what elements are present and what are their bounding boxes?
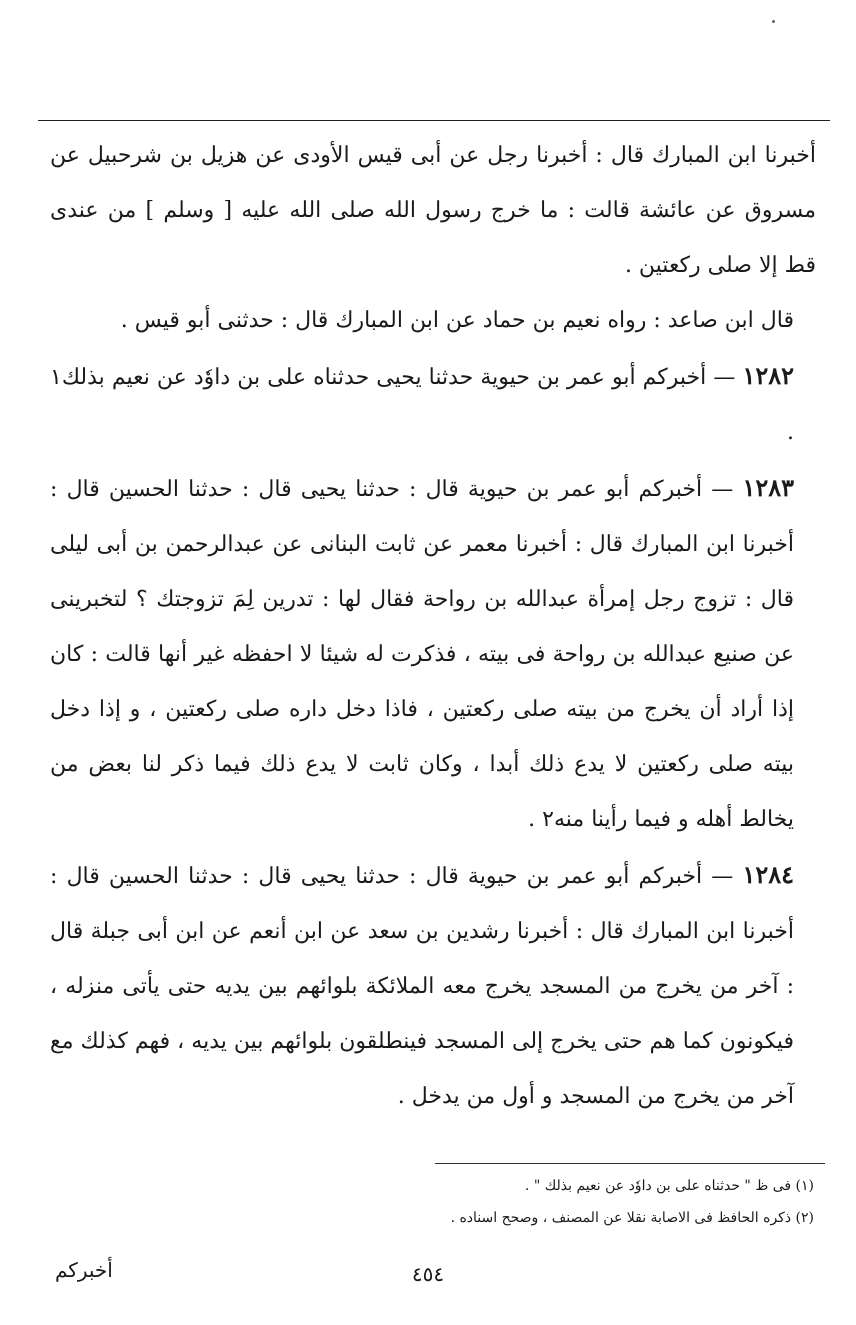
header-rule [38, 120, 830, 121]
paragraph-intro [50, 128, 816, 293]
footnote-1: (١) فى ظ " حدثناه على بن داوٗد عن نعيم بذلك " . [524, 1178, 814, 1194]
catchword: أخبركم [55, 1258, 113, 1282]
paragraph-text: قال ابن صاعد : رواه نعيم بن حماد عن ابن المبارك قال : حدثنى أبو قيس . [120, 308, 794, 333]
hadith-number: ١٢٨٣ [742, 473, 794, 502]
ink-speck [772, 20, 775, 23]
paragraph-text: — أخبركم أبو عمر بن حيوية قال : حدثنا يحيى قال : حدثنا الحسين قال : أخبرنا ابن المبارك قال : أخبرنا رشدين بن سعد عن ابن أنعم عن ابن أبى جبلة قال : آخر من يخرج من المسجد يخرج معه الملائكة بلوائهم بين يديه حتى يأتى منزله ، فيكونون كما هم حتى يخرج إلى المسجد فينطلقون بلوائهم بين يديه ، فهم كذلك مع آخر من يخرج من المسجد و أول من يدخل . [50, 864, 794, 1109]
footnote-2: (٢) ذكره الحافظ فى الاصابة نقلا عن المصنف ، وصحح اسناده . [450, 1210, 814, 1226]
hadith-number: ١٢٨٢ [742, 361, 794, 390]
hadith-1283 [50, 460, 816, 847]
main-text [50, 128, 816, 1124]
page-number: ٤٥٤ [411, 1262, 445, 1286]
footnote-rule [435, 1163, 825, 1164]
hadith-1282 [50, 348, 816, 460]
paragraph-note [50, 293, 816, 348]
paragraph-text: — أخبركم أبو عمر بن حيوية قال : حدثنا يحيى قال : حدثنا الحسين قال : أخبرنا ابن المبارك قال : أخبرنا معمر عن ثابت البنانى عن عبدالرحمن بن أبى ليلى قال : تزوج رجل إمرأة عبدالله بن رواحة فقال لها : تدرين لِمَ تزوجتك ؟ لتخبرينى عن صنيع عبدالله بن رواحة فى بيته ، فذكرت له شيئا لا احفظه غير أنها قالت : كان إذا أراد أن يخرج من بيته صلى ركعتين ، فاذا دخل داره صلى ركعتين ، و إذا دخل بيته صلى ركعتين لا يدع ذلك أبدا ، وكان ثابت لا يدع ذلك فيما ذكر لنا بعض من يخالط أهله و فيما رأينا منه٢ . [50, 477, 794, 832]
hadith-1284 [50, 847, 816, 1124]
paragraph-text: أخبرنا ابن المبارك قال : أخبرنا رجل عن أبى قيس الأودى عن هزيل بن شرحبيل عن مسروق عن عائشة قالت : ما خرج رسول الله صلى الله عليه [ وسلم ] من عندى قط إلا صلى ركعتين . [50, 143, 816, 278]
hadith-number: ١٢٨٤ [742, 860, 794, 889]
footnotes [414, 1170, 814, 1234]
paragraph-text: — أخبركم أبو عمر بن حيوية حدثنا يحيى حدثناه على بن داوٗد عن نعيم بذلك١ . [50, 365, 794, 445]
